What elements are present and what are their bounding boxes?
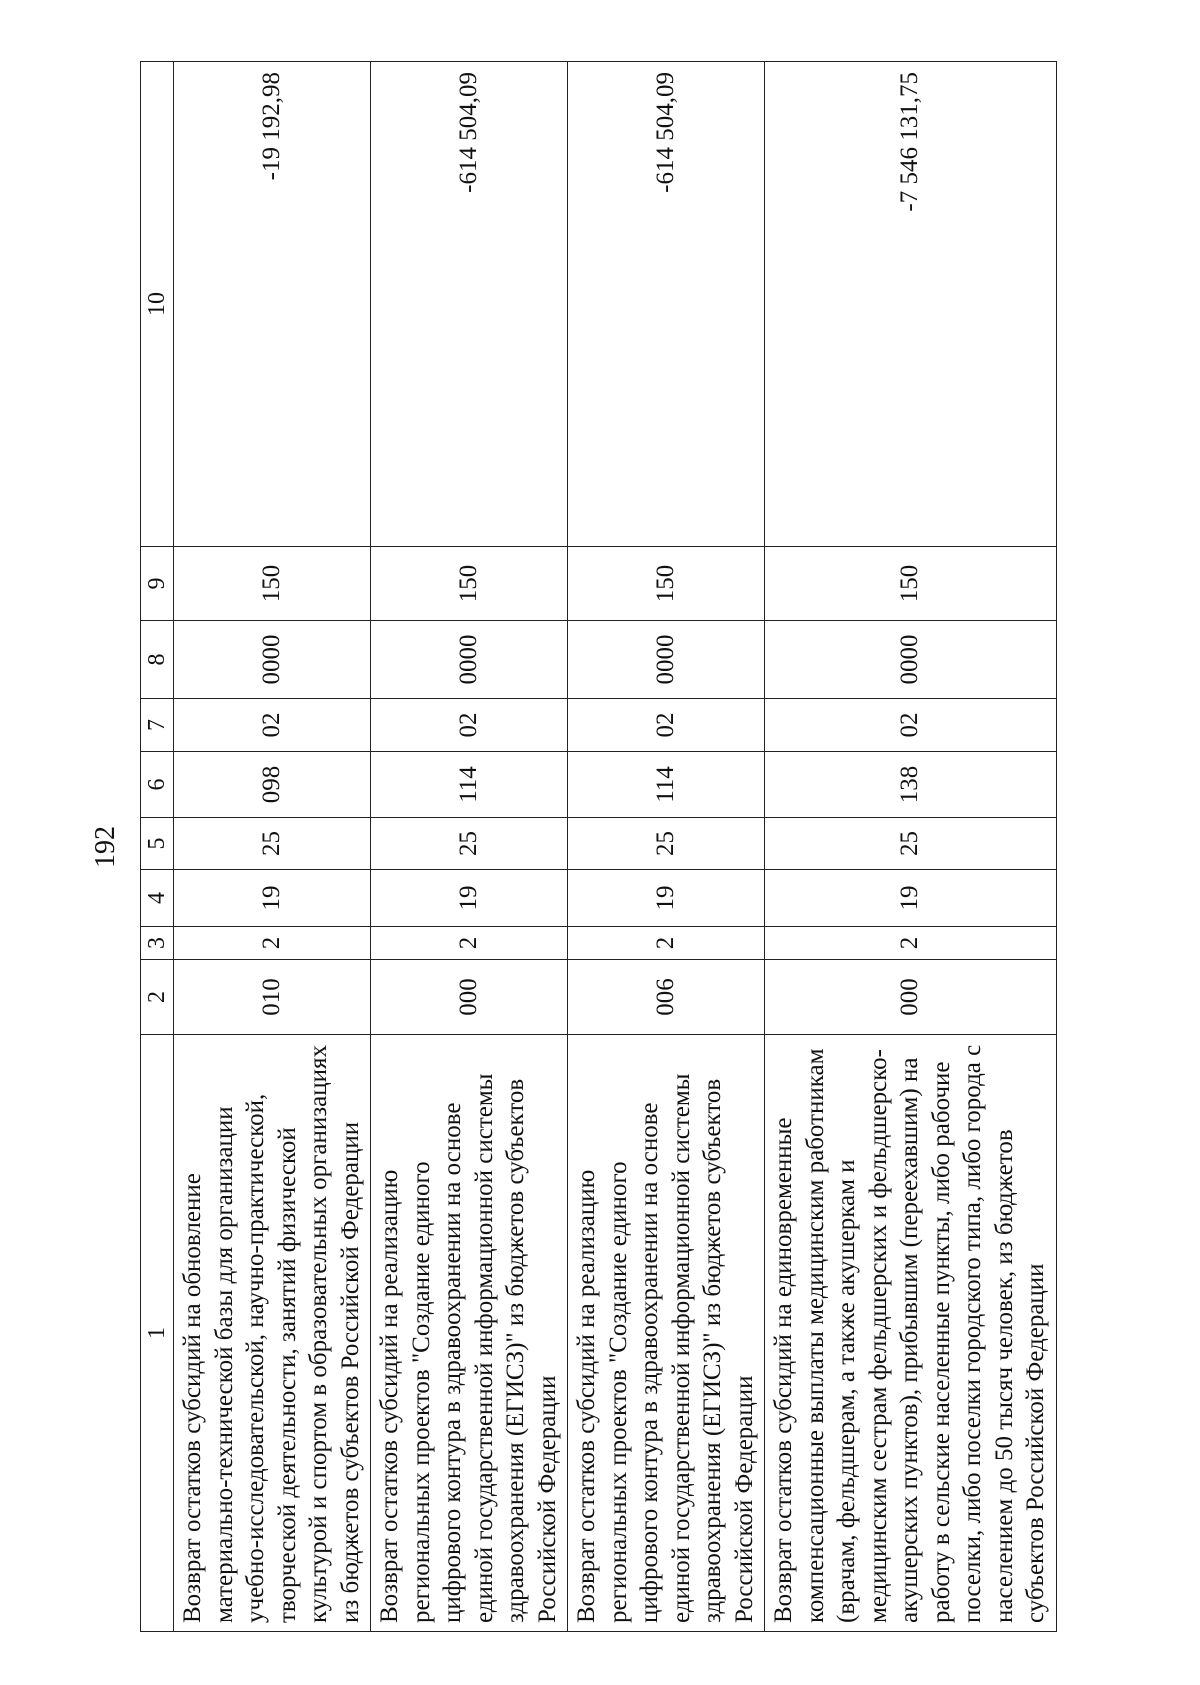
column-header: 4: [141, 870, 174, 927]
row-description: Возврат остатков субсидий на реализацию региональных проектов "Создание единого цифрового контура в здравоохранении на основе единой государственной информационной системы здравоохранения (ЕГИСЗ)" из бюджетов субъектов Российской Федерации: [371, 1035, 568, 1632]
code-cell: 0000: [174, 621, 371, 699]
code-cell: 02: [371, 699, 568, 752]
row-description: Возврат остатков субсидий на единовременные компенсационные выплаты медицинским работникам (врачам, фельдшерам, а также акушеркам и медицинским сестрам фельдшерских и фельдшерско-акушерских пунктов), прибывшим (переехавшим) на работу в сельские населенные пункты, либо рабочие поселки, либо поселки городского типа, либо города с населением до 50 тысяч человек, из бюджетов субъектов Российской Федерации: [765, 1035, 1057, 1632]
code-cell: 138: [765, 752, 1057, 818]
column-header: 9: [141, 547, 174, 621]
code-cell: 19: [174, 870, 371, 927]
amount-cell: -19 192,98: [174, 62, 371, 547]
column-header: 5: [141, 818, 174, 870]
code-cell: 010: [174, 960, 371, 1035]
code-cell: 2: [371, 927, 568, 960]
code-cell: 02: [568, 699, 765, 752]
code-cell: 19: [568, 870, 765, 927]
code-cell: 000: [371, 960, 568, 1035]
code-cell: 2: [568, 927, 765, 960]
code-cell: 000: [765, 960, 1057, 1035]
code-cell: 114: [568, 752, 765, 818]
code-cell: 150: [568, 547, 765, 621]
row-description: Возврат остатков субсидий на обновление материально-технической базы для организации учебно-исследовательской, научно-практической, творческой деятельности, занятий физической культурой и спортом в образовательных организациях из бюджетов субъектов Российской Федерации: [174, 1035, 371, 1632]
column-header: 1: [141, 1035, 174, 1632]
code-cell: 19: [371, 870, 568, 927]
code-cell: 150: [765, 547, 1057, 621]
column-header: 8: [141, 621, 174, 699]
amount-cell: -614 504,09: [568, 62, 765, 547]
code-cell: 150: [174, 547, 371, 621]
table-row: [568, 62, 765, 1632]
column-header: 3: [141, 927, 174, 960]
column-header: 6: [141, 752, 174, 818]
code-cell: 02: [765, 699, 1057, 752]
column-header: 7: [141, 699, 174, 752]
code-cell: 2: [174, 927, 371, 960]
code-cell: 25: [174, 818, 371, 870]
code-cell: 25: [568, 818, 765, 870]
row-description: Возврат остатков субсидий на реализацию региональных проектов "Создание единого цифрового контура в здравоохранении на основе единой государственной информационной системы здравоохранения (ЕГИСЗ)" из бюджетов субъектов Российской Федерации: [568, 1035, 765, 1632]
column-header: 2: [141, 960, 174, 1035]
code-cell: 0000: [765, 621, 1057, 699]
rotated-content: [86, 62, 1086, 1632]
budget-table: [140, 61, 1057, 1632]
code-cell: 114: [371, 752, 568, 818]
amount-cell: -7 546 131,75: [765, 62, 1057, 547]
table-row: [371, 62, 568, 1632]
code-cell: 2: [765, 927, 1057, 960]
code-cell: 150: [371, 547, 568, 621]
code-cell: 0000: [568, 621, 765, 699]
amount-cell: -614 504,09: [371, 62, 568, 547]
table-row: [174, 62, 371, 1632]
header-row: [141, 62, 174, 1632]
code-cell: 25: [765, 818, 1057, 870]
code-cell: 02: [174, 699, 371, 752]
code-cell: 19: [765, 870, 1057, 927]
page-number: 192: [90, 826, 121, 868]
code-cell: 098: [174, 752, 371, 818]
code-cell: 25: [371, 818, 568, 870]
code-cell: 006: [568, 960, 765, 1035]
table-row: [765, 62, 1057, 1632]
code-cell: 0000: [371, 621, 568, 699]
column-header: 10: [141, 62, 174, 547]
